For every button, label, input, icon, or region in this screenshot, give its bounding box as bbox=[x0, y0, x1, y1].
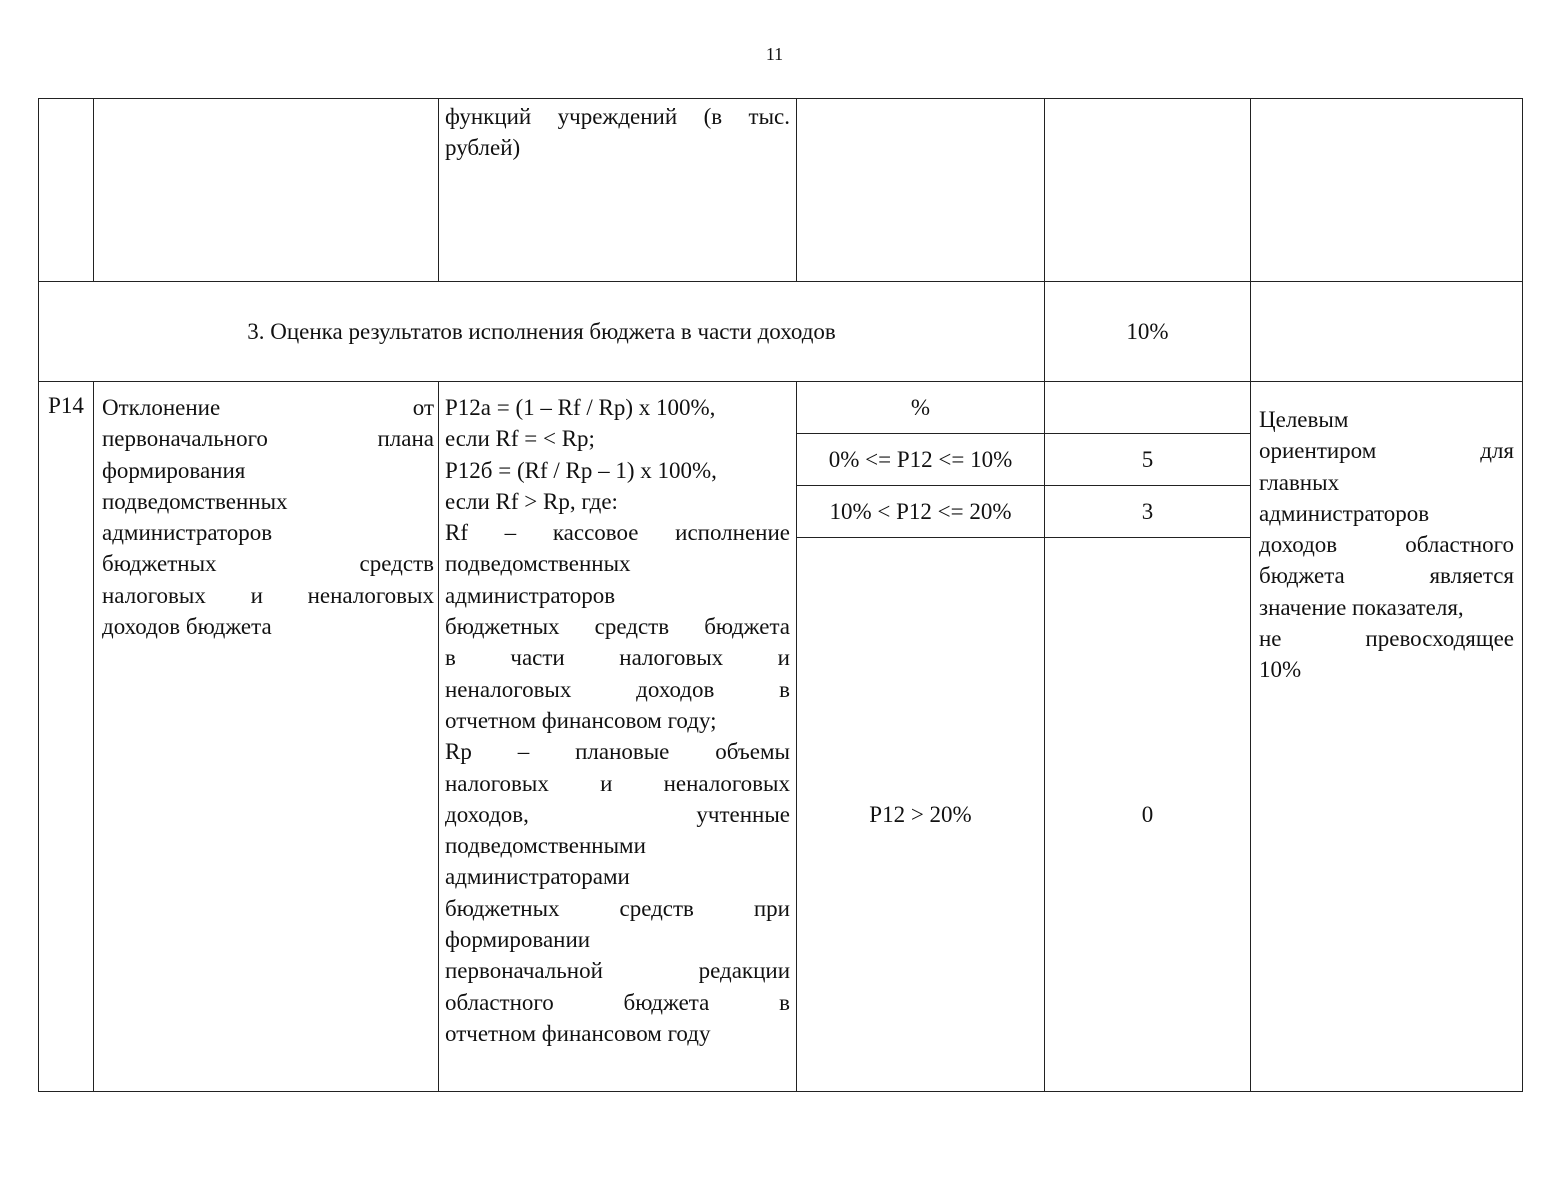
formula-line: формировании bbox=[445, 927, 591, 953]
note-line: доходов областного bbox=[1259, 532, 1514, 558]
formula-line: если Rf = < Rp; bbox=[445, 426, 595, 452]
name-line: доходов бюджета bbox=[102, 614, 272, 640]
range-cell bbox=[797, 99, 1045, 282]
unit-score-cell bbox=[1045, 382, 1251, 434]
note-line: бюджета является bbox=[1259, 563, 1514, 589]
formula-line: Р12а = (1 – Rf / Rp) х 100%, bbox=[445, 395, 716, 420]
scale-range: 0% <= Р12 <= 10% bbox=[797, 434, 1045, 486]
page-number: 11 bbox=[765, 44, 784, 64]
formula-line: подведомственных bbox=[445, 551, 631, 577]
indicator-code: Р14 bbox=[39, 382, 94, 1092]
formula-line: администраторами bbox=[445, 864, 630, 890]
formula-line: подведомственными bbox=[445, 833, 646, 859]
formula-line: Rf – кассовое исполнение bbox=[445, 520, 790, 546]
formula-line: Rp – плановые объемы bbox=[445, 739, 790, 765]
name-line: бюджетных средств bbox=[102, 551, 434, 577]
formula-line: если Rf > Rp, где: bbox=[445, 488, 618, 514]
formula-line: бюджетных средств бюджета bbox=[445, 614, 790, 640]
formula-line: областного бюджета в bbox=[445, 989, 790, 1015]
unit-cell: % bbox=[797, 382, 1045, 434]
note-line: администраторов bbox=[1259, 500, 1430, 526]
note-cell bbox=[1251, 99, 1523, 282]
formula-line: бюджетных средств при bbox=[445, 895, 790, 921]
indicator-formula bbox=[439, 382, 797, 1092]
scale-score: 5 bbox=[1045, 434, 1251, 486]
name-line: подведомственных bbox=[102, 488, 288, 514]
indicator-note bbox=[1251, 382, 1523, 1092]
section-title: 3. Оценка результатов исполнения бюджета в части доходов bbox=[39, 282, 1045, 382]
name-line: формирования bbox=[102, 457, 246, 483]
scale-score: 0 bbox=[1045, 538, 1251, 1092]
formula-cell bbox=[439, 99, 797, 282]
section-row bbox=[39, 282, 1523, 382]
name-line: администраторов bbox=[102, 520, 273, 546]
formula-line: Р12б = (Rf / Rp – 1) х 100%, bbox=[445, 457, 717, 483]
note-line: не превосходящее bbox=[1259, 626, 1514, 652]
scale-score: 3 bbox=[1045, 486, 1251, 538]
scale-range: 10% < Р12 <= 20% bbox=[797, 486, 1045, 538]
note-line: ориентиром для bbox=[1259, 438, 1514, 464]
name-cell bbox=[94, 99, 439, 282]
continuation-row bbox=[39, 99, 1523, 282]
formula-text: функций учреждений (в тыс. рублей) bbox=[445, 104, 790, 161]
criteria-table bbox=[38, 98, 1523, 1092]
note-line: 10% bbox=[1259, 657, 1302, 683]
note-line: значение показателя, bbox=[1259, 594, 1464, 620]
section-weight: 10% bbox=[1045, 282, 1251, 382]
score-cell bbox=[1045, 99, 1251, 282]
formula-line: неналоговых доходов в bbox=[445, 676, 790, 702]
formula-line: налоговых и неналоговых bbox=[445, 770, 790, 796]
formula-line: первоначальной редакции bbox=[445, 958, 790, 984]
indicator-name bbox=[94, 382, 439, 1092]
formula-line: отчетном финансовом году bbox=[445, 1020, 711, 1046]
section-note-cell bbox=[1251, 282, 1523, 382]
name-line: первоначального плана bbox=[102, 426, 434, 452]
formula-line: доходов, учтенные bbox=[445, 801, 790, 827]
indicator-row bbox=[39, 382, 1523, 434]
code-cell bbox=[39, 99, 94, 282]
scale-range: Р12 > 20% bbox=[797, 538, 1045, 1092]
formula-line: отчетном финансовом году; bbox=[445, 707, 717, 733]
name-line: налоговых и неналоговых bbox=[102, 582, 434, 608]
formula-line: в части налоговых и bbox=[445, 645, 790, 671]
formula-line: администраторов bbox=[445, 582, 616, 608]
note-line: Целевым bbox=[1259, 407, 1349, 432]
note-line: главных bbox=[1259, 469, 1340, 495]
name-line: Отклонение от bbox=[102, 395, 434, 420]
